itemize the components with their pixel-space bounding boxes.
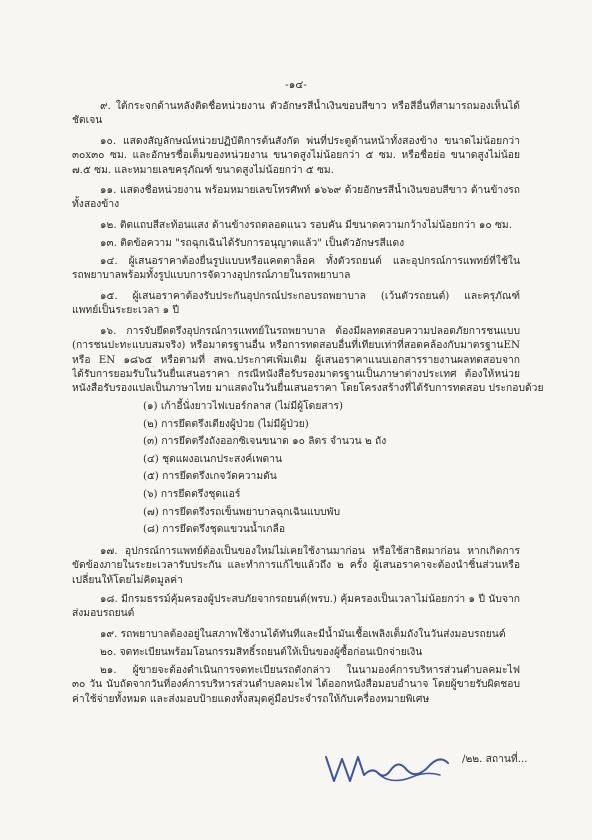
paragraph-line: ขัดข้องภายในระยะเวลารับประกัน และทำการแก้ไขแล้วถึง ๒ ครั้ง ผู้เสนอราคาจะต้องนำชิ้นส่วนหรือ	[72, 559, 520, 572]
paragraph-line: ได้รับการยอมรับในวันยื่นเสนอราคา กรณีหนังสือรับรองมาตรฐานเป็นภาษาต่างประเทศ ต้องให้หน่วย	[72, 367, 520, 380]
paragraph-line: ส่งมอบรถยนต์	[72, 607, 135, 620]
paragraph-line: ๓๐x๓๐ ซม. และอักษรชื่อเต็มของหน่วยงาน ขนาดสูงไม่น้อยกว่า ๕ ซม. หรือชื่อย่อ ขนาดสูงไม่น้อย	[72, 149, 520, 162]
paragraph-line: ๗.๕ ซม. และหมายเลขครุภัณฑ์ ขนาดสูงไม่น้อยกว่า ๕ ซม.	[72, 163, 334, 176]
list-item: (๖) การยึดตรึงชุดแอร์	[143, 488, 241, 500]
paragraph-line: ๑๑. แสดงชื่อหน่วยงาน พร้อมหมายเลขโทรศัพท์ ๑๖๖๙ ด้วยอักษรสีน้ำเงินขอบสีขาว ด้านข้างรถ	[100, 184, 520, 196]
paragraph-line: ๑๖. การจับยึดตรึงอุปกรณ์การแพทย์ในรถพยาบาล ต้องมีผลทดสอบความปลอดภัยการชนแบบ	[100, 325, 520, 337]
paragraph-line: ๑๒. ติดแถบสีสะท้อนแสง ด้านข้างรถตลอดแนว รอบคัน มีขนาดความกว้างไม่น้อยกว่า ๑๐ ซม.	[100, 219, 512, 231]
paragraph-line: ทั้งสองข้าง	[72, 198, 120, 211]
paragraph-line: ๓๐ วัน นับถัดจากวันที่องค์การบริหารส่วนตำบลคมะไฟ ได้ออกหนังสือมอบอำนาจ โดยผู้ขายรับผิดชอบ	[72, 678, 520, 691]
signature-image	[322, 745, 452, 789]
paragraph-line: ชัดเจน	[72, 114, 103, 127]
list-item: (๔) ชุดแผงอเนกประสงค์เพดาน	[143, 452, 283, 465]
paragraph-line: ๑๙. รถพยาบาลต้องอยู่ในสภาพใช้งานได้ทันทีและมีน้ำมันเชื้อเพลิงเต็มถังในวันส่งมอบรถยนต์	[100, 628, 506, 640]
paragraph-line: ๑๘. มีกรมธรรม์คุ้มครองผู้ประสบภัยจากรถยนต์(พรบ.) คุ้มครองเป็นเวลาไม่น้อยกว่า ๑ ปี นับจาก	[100, 593, 520, 605]
continuation-note: /๒๒. สถานที่...	[462, 753, 528, 765]
list-item: (๓) การยึดตรึงถังออกซิเจนขนาด ๑๐ ลิตร จำนวน ๒ ถัง	[143, 435, 387, 448]
page-number: -๑๔-	[285, 79, 307, 91]
paragraph-line: ๑๔. ผู้เสนอราคาต้องยื่นรูปแบบหรือแคตตาล็อค ทั้งตัวรถยนต์ และอุปกรณ์การแพทย์ที่ใช้ใน	[100, 255, 520, 267]
paragraph-line: ค่าใช้จ่ายทั้งหมด และส่งมอบป้ายแดงทั้งสมุดคู่มือประจำรถให้กับเครื่องหมายพิเศษ	[72, 692, 430, 705]
paragraph-line: ๑๗. อุปกรณ์การแพทย์ต้องเป็นของใหม่ไม่เคยใช้งานมาก่อน หรือใช้สาธิตมาก่อน หากเกิดการ	[100, 545, 520, 557]
paragraph-line: ๑๓. ติดข้อความ "รถฉุกเฉินได้รับการอนุญาตแล้ว" เป็นตัวอักษรสีแดง	[100, 237, 405, 249]
list-item: (๗) การยึดตรึงรถเข็นพยาบาลฉุกเฉินแบบพับ	[143, 505, 341, 518]
paragraph-line: เปลี่ยนให้โดยไม่คิดมูลค่า	[72, 573, 183, 586]
paragraph-line: ๙. ใต้กระจกด้านหลังติดชื่อหน่วยงาน ตัวอักษรสีน้ำเงินขอบสีขาว หรือสีอื่นที่สามารถมองเห็นได้	[100, 100, 520, 112]
paragraph-line: ๒๐. จดทะเบียนพร้อมโอนกรรมสิทธิ์รถยนต์ให้เป็นของผู้ซื้อก่อนเบิกจ่ายเงิน	[100, 646, 423, 658]
paragraph-line: (การชนปะทะแบบสมจริง) หรือมาตรฐานอื่น หรือการทดสอบอื่นที่เทียบเท่าที่สอดคล้องกับมาตรฐานEN	[72, 339, 520, 352]
paragraph-line: ๑๕. ผู้เสนอราคาต้องรับประกันอุปกรณ์ประกอบรถพยาบาล (เว้นตัวรถยนต์) และครุภัณฑ์	[100, 290, 520, 302]
list-item: (๒) การยึดตรึงเตียงผู้ป่วย (ไม่มีผู้ป่วย)	[143, 417, 309, 430]
list-item: (๘) การยึดตรึงชุดแขวนน้ำเกลือ	[143, 523, 286, 536]
paragraph-line: ๑๐. แสดงสัญลักษณ์หน่วยปฏิบัติการต้นสังกัด พ่นที่ประตูด้านหน้าทั้งสองข้าง ขนาดไม่น้อยกว่า	[100, 135, 520, 147]
paragraph-line: หนังสือรับรองแปลเป็นภาษาไทย มาแสดงในวันยื่นเสนอราคา โดยโครงสร้างที่ได้รับการทดสอบ ประกอบด้วย	[72, 382, 544, 395]
paragraph-line: รถพยาบาลพร้อมทั้งรูปแบบการจัดวางอุปกรณ์ภายในรถพยาบาล	[72, 269, 351, 282]
paragraph-line: ๒๑. ผู้ขายจะต้องดำเนินการจดทะเบียนรถดังกล่าว ในนามองค์การบริหารส่วนตำบลคมะไฟ	[100, 664, 520, 676]
paragraph-line: หรือ EN ๑๘๖๕ หรือตามที่ สพฉ.ประกาศเพิ่มเติม ผู้เสนอราคาแนบเอกสารรายงานผลทดสอบจาก	[72, 353, 520, 366]
paragraph-line: แพทย์เป็นระยะเวลา ๑ ปี	[72, 304, 179, 317]
list-item: (๕) การยึดตรึงเกจวัดความดัน	[143, 470, 277, 483]
list-item: (๑) เก้าอี้นั่งยาวไฟเบอร์กลาส (ไม่มีผู้โดยสาร)	[143, 400, 344, 412]
